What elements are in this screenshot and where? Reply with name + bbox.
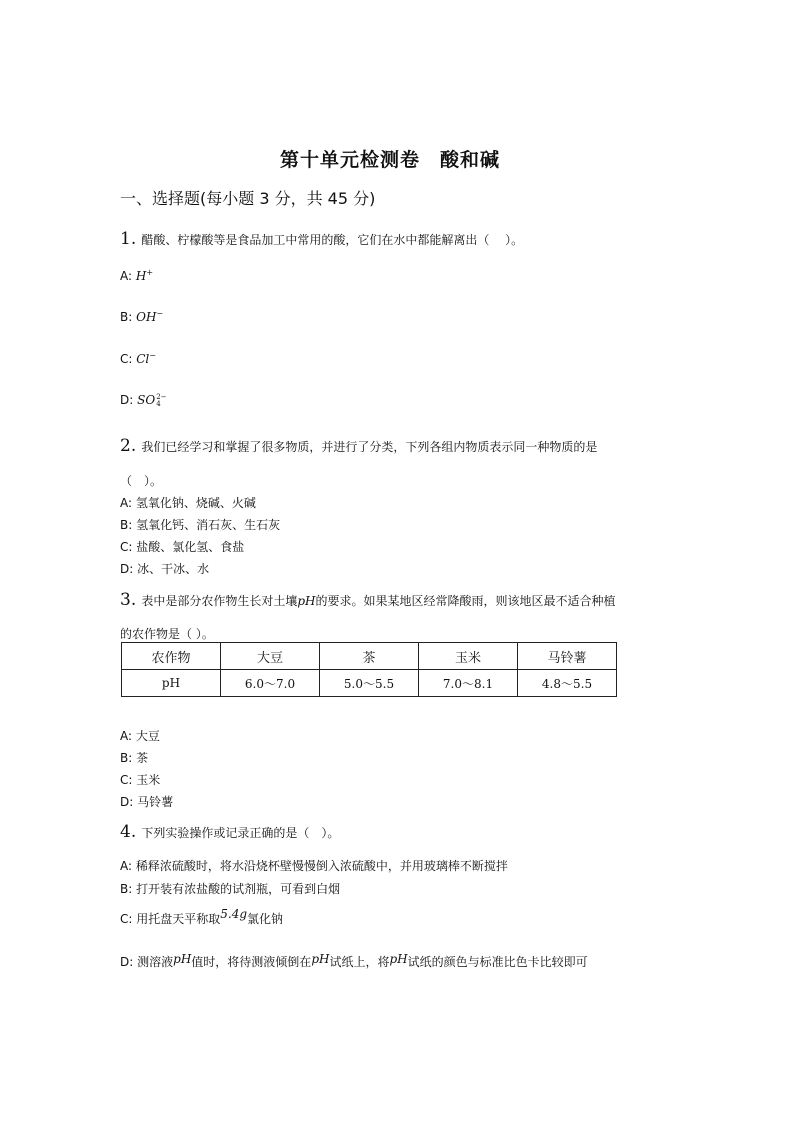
question-text: 我们已经学习和掌握了很多物质，并进行了分类，下列各组内物质表示同一种物质的是 <box>141 440 598 454</box>
option-a <box>120 727 160 744</box>
question-1 <box>120 229 523 249</box>
formula: pH <box>173 952 192 966</box>
option-c <box>120 907 284 927</box>
option-text: 玉米 <box>136 773 161 787</box>
option-a <box>120 857 508 874</box>
question-number: 1. <box>120 229 137 249</box>
question-text: 表中是部分农作物生长对土壤 <box>141 594 298 608</box>
section-heading: 一、选择题(每小题 3 分，共 45 分) <box>120 189 376 208</box>
table-header-row <box>122 643 617 670</box>
option-label: B: <box>120 310 133 324</box>
option-b <box>120 749 148 766</box>
option-label: A: <box>120 496 133 510</box>
formula-charge: 2− <box>156 392 167 401</box>
formula: 5.4g <box>220 907 248 921</box>
option-label: B: <box>120 518 133 532</box>
option-text: 用托盘天平称取 <box>136 912 221 926</box>
option-label: B: <box>120 882 133 896</box>
crop-ph-table <box>121 642 617 697</box>
option-d <box>120 953 588 970</box>
formula-base: H <box>135 269 147 283</box>
option-text: 值时，将待测液倾倒在 <box>191 955 312 969</box>
formula <box>137 393 166 407</box>
formula <box>136 269 153 283</box>
table-cell: 茶 <box>320 643 419 670</box>
formula: pH <box>297 594 316 608</box>
option-text: 测溶液 <box>137 955 174 969</box>
option-b <box>120 309 163 324</box>
question-text: 醋酸、柠檬酸等是食品加工中常用的酸，它们在水中都能解离出（ ）。 <box>141 233 524 247</box>
table-cell: 大豆 <box>221 643 320 670</box>
table-cell: 7.0～8.1 <box>419 670 518 697</box>
option-text: 马铃薯 <box>137 795 174 809</box>
question-text-cont: （ ）。 <box>120 474 163 488</box>
option-label: A: <box>120 729 133 743</box>
option-b <box>120 880 340 897</box>
formula-base: Cl <box>136 352 150 366</box>
formula-charge: − <box>149 351 156 360</box>
option-label: C: <box>120 773 133 787</box>
option-label: D: <box>120 562 134 576</box>
option-c <box>120 771 160 788</box>
option-d <box>120 393 167 408</box>
table-cell: 农作物 <box>122 643 221 670</box>
option-label: D: <box>120 955 134 969</box>
option-d <box>120 793 173 810</box>
question-number: 3. <box>120 590 137 610</box>
option-text: 大豆 <box>135 729 160 743</box>
formula-charge: + <box>146 268 154 277</box>
option-c <box>120 538 244 555</box>
formula-base: OH <box>136 310 157 324</box>
option-text: 冰、干冰、水 <box>137 562 210 576</box>
question-text: 的要求。如果某地区经常降酸雨，则该地区最不适合种植 <box>315 594 616 608</box>
option-c <box>120 351 156 366</box>
option-text: 试纸的颜色与标准比色卡比较即可 <box>407 955 588 969</box>
option-label: B: <box>120 751 133 765</box>
option-label: C: <box>120 912 133 926</box>
table-cell: pH <box>122 670 221 697</box>
question-4 <box>120 822 339 842</box>
question-2 <box>120 436 597 456</box>
formula <box>136 310 163 324</box>
option-label: C: <box>120 540 133 554</box>
table-row <box>122 670 617 697</box>
page-title: 第十单元检测卷 酸和碱 <box>280 149 501 171</box>
option-text: 氯化钠 <box>247 912 284 926</box>
formula-subscript: 4 <box>156 399 161 408</box>
option-text: 氢氧化钙、消石灰、生石灰 <box>136 518 281 532</box>
option-label: D: <box>120 795 134 809</box>
table-cell: 4.8～5.5 <box>518 670 617 697</box>
question-text: 下列实验操作或记录正确的是（ ）。 <box>141 826 340 840</box>
question-number: 2. <box>120 436 137 456</box>
option-label: C: <box>120 352 133 366</box>
formula <box>136 352 156 366</box>
option-text: 打开装有浓盐酸的试剂瓶，可看到白烟 <box>136 882 341 896</box>
table-cell: 马铃薯 <box>518 643 617 670</box>
option-b <box>120 516 280 533</box>
option-a <box>120 268 153 283</box>
option-text: 稀释浓硫酸时，将水沿烧杯壁慢慢倒入浓硫酸中，并用玻璃棒不断搅拌 <box>135 859 508 873</box>
option-text: 茶 <box>136 751 149 765</box>
question-3 <box>120 590 616 610</box>
option-label: A: <box>120 859 133 873</box>
option-a <box>120 494 256 511</box>
table-cell: 6.0～7.0 <box>221 670 320 697</box>
option-label: A: <box>120 269 133 283</box>
table-cell: 玉米 <box>419 643 518 670</box>
option-text: 试纸上，将 <box>329 955 390 969</box>
formula: pH <box>389 952 408 966</box>
option-text: 盐酸、氯化氢、食盐 <box>136 540 245 554</box>
option-label: D: <box>120 393 134 407</box>
option-text: 氢氧化钠、烧碱、火碱 <box>135 496 256 510</box>
option-d <box>120 560 209 577</box>
formula: pH <box>311 952 330 966</box>
formula-base: SO <box>137 393 156 407</box>
table-cell: 5.0～5.5 <box>320 670 419 697</box>
question-number: 4. <box>120 822 137 842</box>
question-text-cont: 的农作物是（ ）。 <box>120 627 214 641</box>
formula-charge: − <box>156 309 164 318</box>
